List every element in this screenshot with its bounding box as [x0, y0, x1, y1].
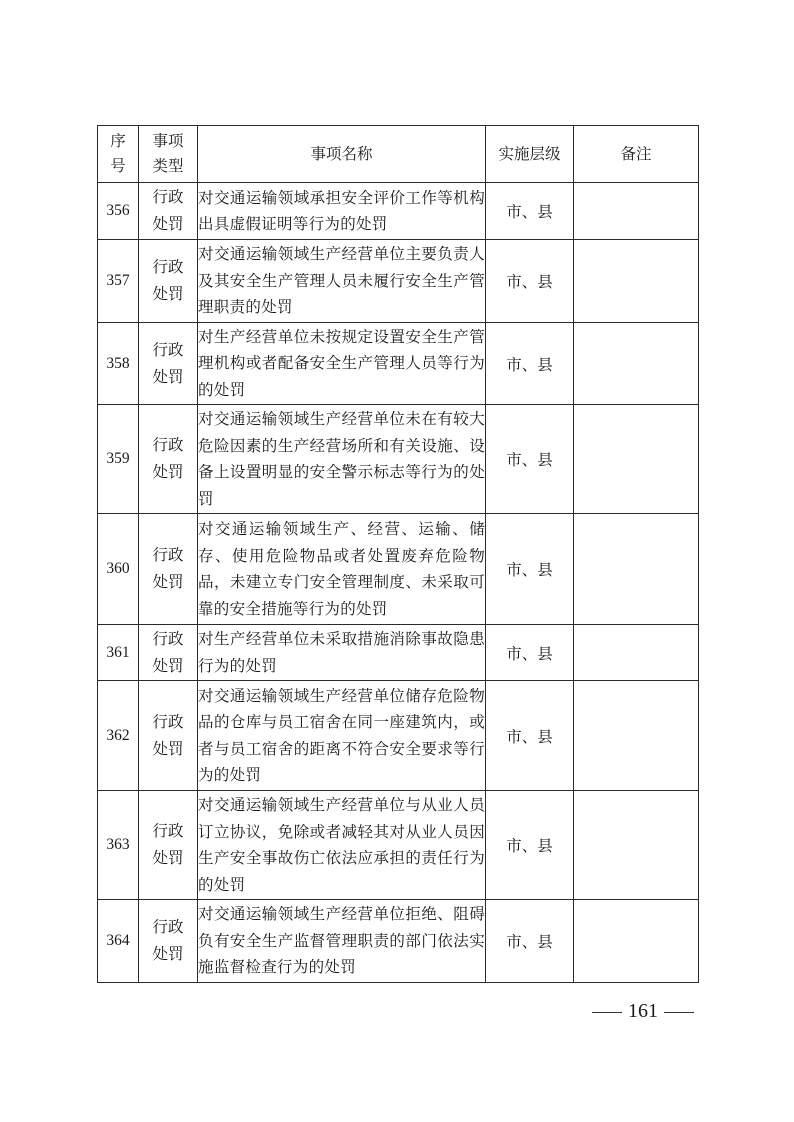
row-number: 358 [98, 323, 139, 405]
row-level: 市、县 [486, 900, 574, 983]
row-type-line-2: 处罚 [152, 367, 184, 386]
row-number: 362 [98, 681, 139, 791]
table-row [98, 900, 699, 983]
row-note [574, 900, 699, 983]
header-name: 事项名称 [198, 126, 486, 183]
row-type-line-2: 处罚 [152, 463, 184, 481]
row-name: 对交通运输领域生产经营单位主要负责人及其安全生产管理人员未履行安全生产管理职责的处罚 [198, 240, 486, 323]
row-name: 对交通运输领域生产经营单位拒绝、阻碍负有安全生产监督管理职责的部门依法实施监督检查行为的处罚 [198, 900, 486, 983]
row-name: 对交通运输领域承担安全评价工作等机构出具虚假证明等行为的处罚 [198, 183, 486, 240]
row-type-line-1: 行政 [152, 340, 184, 359]
row-level: 市、县 [486, 183, 574, 240]
header-no-line-2: 号 [110, 157, 126, 175]
row-note [574, 791, 699, 900]
row-number: 360 [98, 514, 139, 625]
row-type-line-2: 处罚 [152, 215, 184, 233]
row-number: 364 [98, 900, 139, 983]
row-level: 市、县 [486, 625, 574, 681]
row-type [139, 514, 198, 625]
row-note [574, 514, 699, 625]
row-name: 对交通运输领域生产、经营、运输、储存、使用危险物品或者处置废弃危险物品，未建立专门安全管理制度、未采取可靠的安全措施等行为的处罚 [198, 514, 486, 625]
row-note [574, 323, 699, 405]
row-level: 市、县 [486, 405, 574, 514]
table-row [98, 625, 699, 681]
header-type [139, 126, 198, 183]
row-type [139, 323, 198, 405]
row-type-line-2: 处罚 [152, 285, 184, 303]
table-row [98, 240, 699, 323]
header-no [98, 126, 139, 183]
row-type-line-1: 行政 [152, 822, 184, 840]
header-no-line-1: 序 [110, 132, 126, 150]
row-name: 对生产经营单位未按规定设置安全生产管理机构或者配备安全生产管理人员等行为的处罚 [198, 323, 486, 405]
row-type [139, 681, 198, 791]
row-type-line-1: 行政 [152, 436, 184, 454]
row-note [574, 625, 699, 681]
row-number: 361 [98, 625, 139, 681]
row-type-line-2: 处罚 [152, 573, 184, 591]
header-type-line-1: 事项 [152, 132, 184, 150]
page-number: 161 [628, 1000, 658, 1022]
row-number: 356 [98, 183, 139, 240]
page-footer [586, 1000, 700, 1023]
row-level: 市、县 [486, 791, 574, 900]
table-row [98, 791, 699, 900]
row-type-line-1: 行政 [152, 546, 184, 564]
row-name: 对交通运输领域生产经营单位储存危险物品的仓库与员工宿舍在同一座建筑内，或者与员工宿舍的距离不符合安全要求等行为的处罚 [198, 681, 486, 791]
row-name: 对交通运输领域生产经营单位未在有较大危险因素的生产经营场所和有关设施、设备上设置明显的安全警示标志等行为的处罚 [198, 405, 486, 514]
row-type-line-1: 行政 [152, 258, 184, 276]
row-level: 市、县 [486, 323, 574, 405]
row-type [139, 240, 198, 323]
row-type-line-1: 行政 [152, 918, 184, 936]
row-type-line-2: 处罚 [152, 849, 184, 867]
row-type [139, 900, 198, 983]
table-row [98, 681, 699, 791]
row-type-line-1: 行政 [152, 712, 184, 731]
row-level: 市、县 [486, 240, 574, 323]
row-level: 市、县 [486, 681, 574, 791]
row-number: 359 [98, 405, 139, 514]
header-type-line-2: 类型 [152, 157, 184, 175]
row-type-line-1: 行政 [152, 188, 184, 206]
header-row [98, 126, 699, 183]
row-name: 对交通运输领域生产经营单位与从业人员订立协议，免除或者减轻其对从业人员因生产安全事故伤亡依法应承担的责任行为的处罚 [198, 791, 486, 900]
row-type [139, 791, 198, 900]
table-row [98, 323, 699, 405]
footer-dash-right [664, 1012, 694, 1013]
row-type [139, 405, 198, 514]
header-level: 实施层级 [486, 126, 574, 183]
row-type-line-2: 处罚 [152, 739, 184, 758]
table-row [98, 514, 699, 625]
row-number: 357 [98, 240, 139, 323]
table-row [98, 405, 699, 514]
table-row [98, 183, 699, 240]
items-table [97, 125, 699, 983]
row-name: 对生产经营单位未采取措施消除事故隐患行为的处罚 [198, 625, 486, 681]
row-note [574, 405, 699, 514]
row-level: 市、县 [486, 514, 574, 625]
header-note: 备注 [574, 126, 699, 183]
row-note [574, 681, 699, 791]
footer-dash-left [592, 1012, 622, 1013]
row-number: 363 [98, 791, 139, 900]
row-type-line-1: 行政 [152, 629, 184, 648]
row-type [139, 625, 198, 681]
row-note [574, 240, 699, 323]
row-note [574, 183, 699, 240]
row-type [139, 183, 198, 240]
row-type-line-2: 处罚 [152, 656, 184, 675]
row-type-line-2: 处罚 [152, 945, 184, 963]
